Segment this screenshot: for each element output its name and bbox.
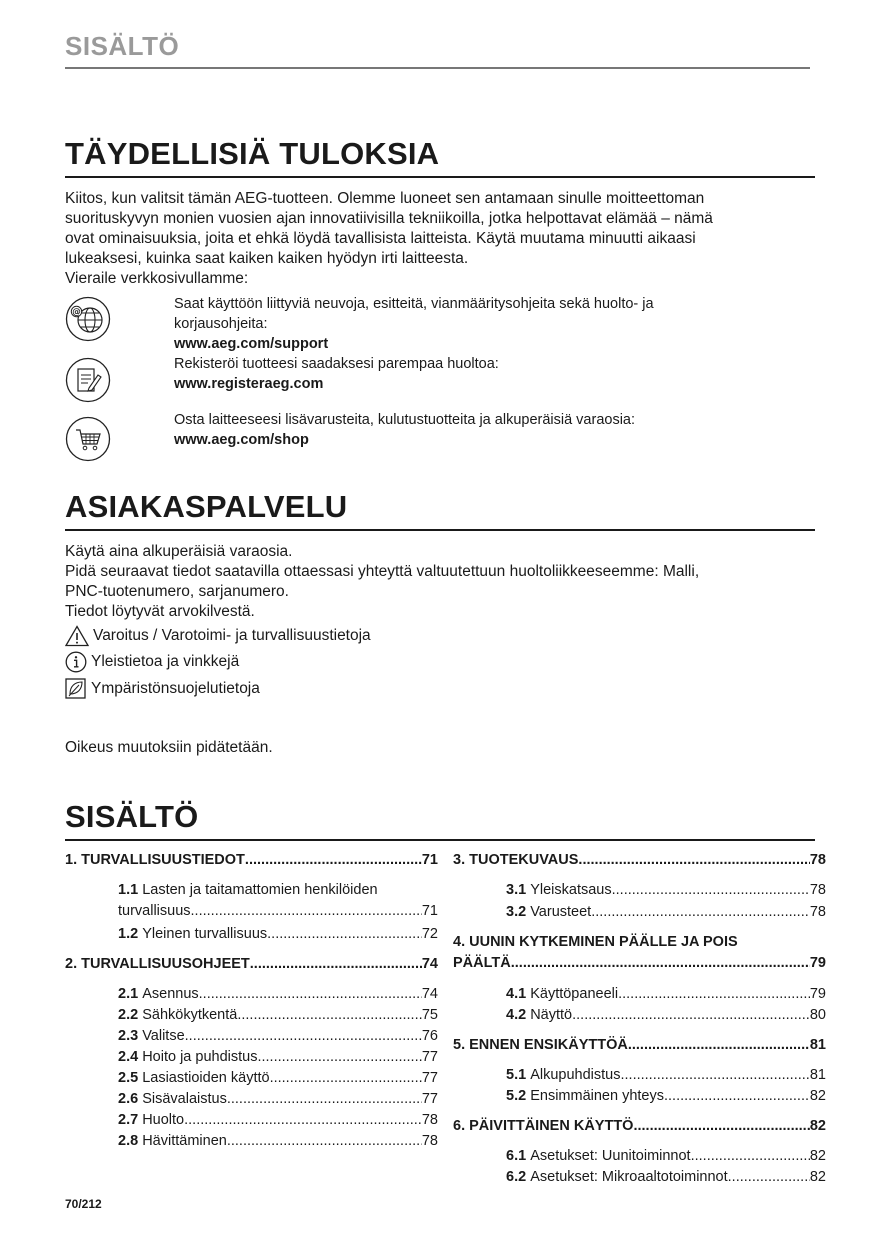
symbol-info-row [65,651,239,673]
service-line: PNC-tuotenumero, sarjanumero. [65,583,289,600]
perfect-results-heading: TÄYDELLISIÄ TULOKSIA [65,136,440,171]
toc-page-number: 76 [421,1028,438,1044]
svg-text:@: @ [72,307,81,318]
contents-heading: SISÄLTÖ [65,799,199,834]
info-label: Yleistietoa ja vinkkejä [91,653,240,670]
toc-page-number: 79 [809,955,826,971]
toc-item-2-3[interactable]: 2.3 Valitse ..... 76 [65,1026,438,1047]
page-number: 70/212 [65,1197,102,1211]
intro-line: Kiitos, kun valitsit tämän AEG-tuotteen. Olemme luoneet sen antamaan sinulle moitteettoman [65,190,705,207]
toc-item-6-2[interactable]: 6.2 Asetukset: Mikroaaltotoiminnot ..... 82 [453,1167,826,1188]
toc-chapter-5[interactable]: 5. ENNEN ENSIKÄYTTÖÄ ..... 81 [453,1035,826,1056]
info-icon [65,651,87,673]
toc-item-1-1[interactable]: 1.1 Lasten ja taitamattomien henkilöiden turvallisuus ..... 71 [65,880,438,922]
warning-label: Varoitus / Varotoimi- ja turvallisuustietoja [93,627,371,644]
toc-page-number: 78 [809,904,826,920]
toc-item-1-2[interactable]: 1.2 Yleinen turvallisuus ..... 72 [65,924,438,945]
toc-item-6-1[interactable]: 6.1 Asetukset: Uunitoiminnot ..... 82 [453,1146,826,1167]
toc-chapter-1[interactable]: 1. TURVALLISUUSTIEDOT ..... 71 [65,850,438,871]
toc-item-2-5[interactable]: 2.5 Lasiastioiden käyttö ..... 77 [65,1068,438,1089]
toc-page-number: 71 [421,903,438,919]
register-icon [65,357,111,403]
toc-page-number: 72 [421,926,438,942]
toc-chapter-6[interactable]: 6. PÄIVITTÄINEN KÄYTTÖ ..... 82 [453,1116,826,1137]
toc-item-3-2[interactable]: 3.2 Varusteet ..... 78 [453,902,826,923]
toc-page-number: 79 [809,986,826,1002]
toc-page-number: 78 [809,852,826,868]
toc-item-4-2[interactable]: 4.2 Näyttö ..... 80 [453,1005,826,1026]
toc-item-5-1[interactable]: 5.1 Alkupuhdistus ..... 81 [453,1065,826,1086]
toc-page-number: 81 [809,1037,826,1053]
support-link-text: Saat käyttöön liittyviä neuvoja, esitteitä, vianmääritysohjeita sekä huolto- ja [174,296,654,312]
register-link-text: Rekisteröi tuotteesi saadaksesi parempaa huoltoa: [174,356,499,372]
environment-label: Ympäristönsuojelutietoja [91,680,260,697]
page-header-title: SISÄLTÖ [65,31,180,61]
support-link-block [174,294,794,394]
toc-item-4-1[interactable]: 4.1 Käyttöpaneeli ..... 79 [453,984,826,1005]
perfect-results-intro [65,189,815,289]
support-url-link[interactable]: www.aeg.com/support [174,336,329,352]
symbol-warning-row [65,625,371,647]
toc-chapter-4[interactable]: 4. UUNIN KYTKEMINEN PÄÄLLE JA POIS PÄÄLTÄ ..... 79 [453,932,826,974]
service-line: Tiedot löytyvät arvokilvestä. [65,603,255,620]
toc-page-number: 82 [809,1088,826,1104]
perfect-results-divider [65,176,815,178]
intro-line: lukeaksesi, kuinka saat kaiken kaiken hyödyn irti laitteesta. [65,250,469,267]
shop-link-block [174,410,794,450]
customer-service-heading: ASIAKASPALVELU [65,489,348,524]
toc-page-number: 82 [809,1118,826,1134]
toc-page-number: 78 [421,1133,438,1149]
toc-page-number: 77 [421,1091,438,1107]
contents-divider [65,839,815,841]
toc-page-number: 81 [809,1067,826,1083]
globe-icon [65,296,111,342]
toc-page-number: 78 [421,1112,438,1128]
toc-item-2-8[interactable]: 2.8 Hävittäminen ..... 78 [65,1131,438,1152]
register-url-link[interactable]: www.registeraeg.com [174,376,324,392]
symbol-environment-row [65,678,260,700]
intro-line: ovat ominaisuuksia, joita et ehkä löydä tavallisista laitteista. Käytä muutama minuutti aikaasi [65,230,696,247]
toc-item-2-4[interactable]: 2.4 Hoito ja puhdistus ..... 77 [65,1047,438,1068]
toc-page-number: 71 [421,852,438,868]
toc-page-number: 78 [809,882,826,898]
intro-line: suorituskyvyn monien vuosien ajan innovatiivisilla tekniikoilla, jotka helpottavat elämää – nämä [65,210,713,227]
toc-page-number: 74 [421,956,438,972]
cart-icon [65,416,111,462]
toc-chapter-3[interactable]: 3. TUOTEKUVAUS ..... 78 [453,850,826,871]
shop-url-link[interactable]: www.aeg.com/shop [174,432,309,448]
toc-chapter-2[interactable]: 2. TURVALLISUUSOHJEET ..... 74 [65,954,438,975]
rights-reserved-notice: Oikeus muutoksiin pidätetään. [65,739,273,756]
toc-item-2-2[interactable]: 2.2 Sähkökytkentä ..... 75 [65,1005,438,1026]
toc-page-number: 77 [421,1049,438,1065]
header-divider [65,67,810,69]
toc-item-3-1[interactable]: 3.1 Yleiskatsaus ..... 78 [453,880,826,901]
warning-icon [65,625,89,647]
toc-page-number: 75 [421,1007,438,1023]
toc-page-number: 77 [421,1070,438,1086]
toc-item-2-1[interactable]: 2.1 Asennus ..... 74 [65,984,438,1005]
toc-item-2-7[interactable]: 2.7 Huolto ..... 78 [65,1110,438,1131]
intro-line: Vieraile verkkosivullamme: [65,270,249,287]
toc-item-2-6[interactable]: 2.6 Sisävalaistus ..... 77 [65,1089,438,1110]
customer-service-text [65,542,815,622]
toc-item-5-2[interactable]: 5.2 Ensimmäinen yhteys ..... 82 [453,1086,826,1107]
customer-service-divider [65,529,815,531]
service-line: Pidä seuraavat tiedot saatavilla ottaessasi yhteyttä valtuutettuun huoltoliikkeeseemme: Malli, [65,563,700,580]
toc-page-number: 82 [809,1169,826,1185]
service-line: Käytä aina alkuperäisiä varaosia. [65,543,293,560]
support-link-text: korjausohjeita: [174,316,268,332]
leaf-icon [65,678,87,700]
toc-page-number: 74 [421,986,438,1002]
toc-page-number: 80 [809,1007,826,1023]
shop-link-text: Osta laitteeseesi lisävarusteita, kulutustuotteita ja alkuperäisiä varaosia: [174,412,636,428]
toc-page-number: 82 [809,1148,826,1164]
